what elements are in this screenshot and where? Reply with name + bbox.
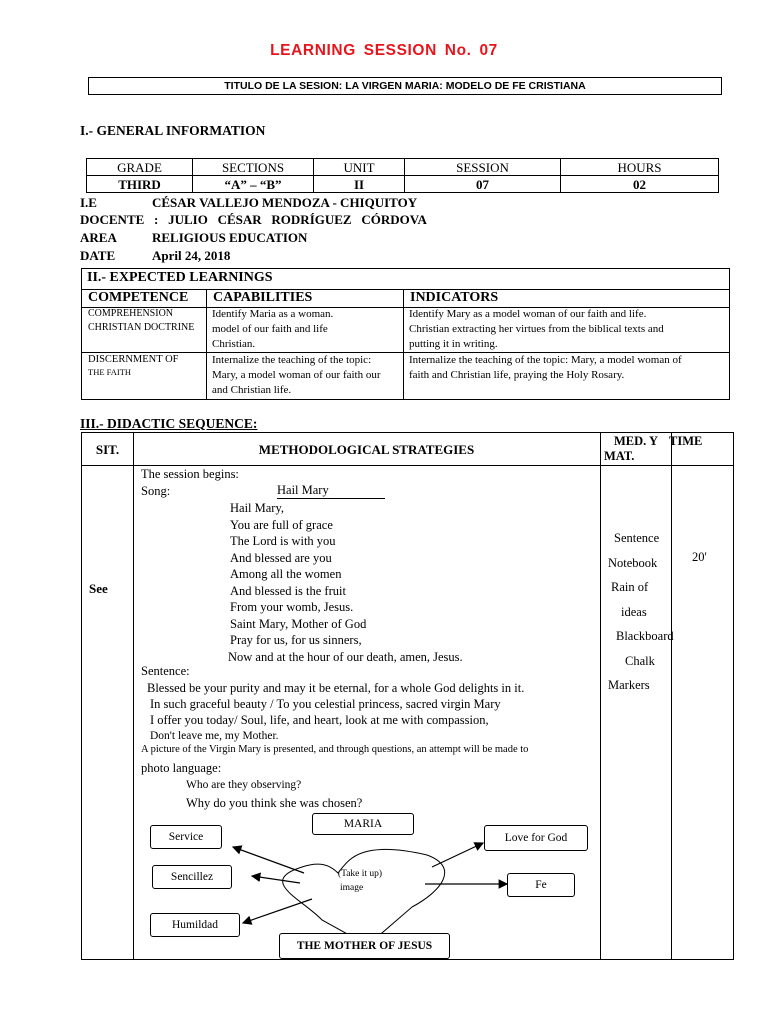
- capabilities-line: Mary, a model woman of our faith our: [212, 369, 381, 381]
- question-item: [164, 776, 362, 794]
- song-label: Song:: [141, 484, 171, 498]
- service-box: Service: [150, 825, 222, 849]
- indicators-line: Christian extracting her virtues from the biblical texts and: [409, 323, 664, 335]
- song-line: Among all the women: [230, 567, 342, 581]
- capabilities-cell: [212, 307, 333, 352]
- heart-label-line: (Take it up): [337, 869, 383, 879]
- med-header: MED. Y: [614, 434, 658, 448]
- song-line: You are full of grace: [230, 517, 333, 532]
- page-title: LEARNING SESSION No. 07: [270, 42, 498, 59]
- grade-value: THIRD: [87, 176, 193, 193]
- didactic-heading: III.- DIDACTIC SEQUENCE:: [80, 416, 258, 431]
- grade-header: GRADE: [87, 159, 193, 176]
- time-header: TIME: [669, 434, 703, 448]
- mother-of-jesus-box: THE MOTHER OF JESUS: [279, 933, 450, 959]
- capabilities-header: CAPABILITIES: [213, 290, 313, 305]
- material-item: Rain of: [611, 580, 649, 594]
- unit-header: UNIT: [314, 159, 405, 176]
- photo-language: photo language:: [141, 761, 222, 775]
- session-value: 07: [405, 176, 561, 193]
- mat-header: MAT.: [604, 449, 635, 463]
- unit-value: II: [314, 176, 405, 193]
- sentence-line: In such graceful beauty / To you celestial princess, sacred virgin Mary: [150, 697, 501, 711]
- song-line: And blessed are you: [230, 550, 332, 565]
- song-title: Hail Mary: [277, 483, 385, 499]
- competence-line: DISCERNMENT OF: [88, 354, 179, 365]
- love-for-god-box: Love for God: [484, 825, 588, 851]
- sentence-label: Sentence:: [141, 664, 190, 678]
- competence-line: COMPREHENSION: [88, 308, 174, 319]
- material-item: Notebook: [608, 555, 658, 570]
- ie-value: CÉSAR VALLEJO MENDOZA - CHIQUITOY: [152, 195, 418, 210]
- heart-shape: [283, 849, 445, 945]
- capabilities-line: Internalize the teaching of the topic:: [212, 354, 372, 366]
- picture-line: A picture of the Virgin Mary is presented, and through questions, an attempt will be made to: [141, 744, 529, 755]
- capabilities-line: Christian.: [212, 338, 256, 350]
- didactic-table: [81, 432, 734, 960]
- heart-label: [320, 867, 400, 895]
- material-item: Chalk: [625, 653, 655, 668]
- sentence-line: I offer you today/ Soul, life, and heart, look at me with compassion,: [150, 713, 489, 727]
- song-line: The Lord is with you: [230, 534, 336, 548]
- competence-cell: [88, 307, 194, 335]
- docente-line: DOCENTE : JULIO CÉSAR RODRÍGUEZ CÓRDOVA: [80, 212, 427, 227]
- ie-label: I.E: [80, 195, 97, 210]
- sections-value: “A” – “B”: [193, 176, 314, 193]
- indicators-line: putting it in writing.: [409, 338, 498, 350]
- competence-line: CHRISTIAN DOCTRINE: [88, 322, 195, 333]
- material-item: Markers: [608, 678, 650, 692]
- humildad-box: Humildad: [150, 913, 240, 937]
- competence-header: COMPETENCE: [88, 290, 189, 305]
- date-value: April 24, 2018: [152, 248, 231, 263]
- indicators-header: INDICATORS: [410, 290, 499, 305]
- indicators-line: Internalize the teaching of the topic: Mary, a model woman of: [409, 354, 682, 366]
- time-value: 20': [692, 550, 707, 564]
- capabilities-line: model of our faith and life: [212, 323, 328, 335]
- sit-value: See: [89, 581, 108, 596]
- hours-value: 02: [561, 176, 719, 193]
- song-lyrics: [230, 500, 463, 665]
- session-title-box: TITULO DE LA SESION: LA VIRGEN MARIA: MODELO DE FE CRISTIANA: [88, 77, 722, 95]
- strategies-header: METHODOLOGICAL STRATEGIES: [258, 442, 475, 457]
- session-begins: The session begins:: [141, 467, 239, 481]
- sentence-line: Blessed be your purity and may it be eternal, for a whole God delights in it.: [147, 681, 525, 695]
- question-text: Why do you think she was chosen?: [186, 796, 363, 810]
- maria-box: MARIA: [312, 813, 414, 835]
- material-item: Blackboard: [616, 629, 674, 643]
- song-line: And blessed is the fruit: [230, 583, 346, 598]
- fe-box: Fe: [507, 873, 575, 897]
- sections-header: SECTIONS: [193, 159, 314, 176]
- heart-label-line: image: [340, 883, 364, 893]
- song-line: Saint Mary, Mother of God: [230, 616, 367, 631]
- date-label: DATE: [80, 248, 116, 263]
- capabilities-cell: [212, 353, 381, 398]
- capabilities-line: and Christian life.: [212, 384, 292, 396]
- competence-line: THE FAITH: [88, 367, 132, 377]
- general-info-heading: I.- GENERAL INFORMATION: [80, 123, 266, 138]
- material-item: Sentence: [614, 531, 660, 545]
- sit-header: SIT.: [95, 442, 120, 457]
- sentence-text: [147, 680, 524, 744]
- materials-list: [608, 526, 674, 698]
- question-text: Who are they observing?: [186, 779, 302, 791]
- song-line: Hail Mary,: [230, 501, 285, 515]
- expected-heading: II.- EXPECTED LEARNINGS: [87, 270, 273, 285]
- song-line: Now and at the hour of our death, amen, Jesus.: [228, 649, 463, 664]
- area-value: RELIGIOUS EDUCATION: [152, 230, 308, 245]
- indicators-cell: [409, 307, 664, 352]
- expected-learnings-table: [81, 268, 730, 400]
- competence-cell: [88, 353, 179, 379]
- material-item: ideas: [621, 604, 647, 619]
- song-line: From your womb, Jesus.: [230, 600, 354, 614]
- sencillez-box: Sencillez: [152, 865, 232, 889]
- song-line: Pray for us, for us sinners,: [230, 633, 362, 647]
- area-label: AREA: [80, 230, 117, 245]
- hours-header: HOURS: [561, 159, 719, 176]
- grade-table: [86, 158, 719, 193]
- sentence-line: Don't leave me, my Mother.: [150, 730, 279, 742]
- indicators-line: Identify Mary as a model woman of our faith and life.: [409, 308, 647, 320]
- indicators-line: faith and Christian life, praying the Holy Rosary.: [409, 369, 625, 381]
- session-header: SESSION: [405, 159, 561, 176]
- question-list: [164, 776, 362, 812]
- indicators-cell: [409, 353, 682, 383]
- capabilities-line: Identify Maria as a woman.: [212, 308, 334, 320]
